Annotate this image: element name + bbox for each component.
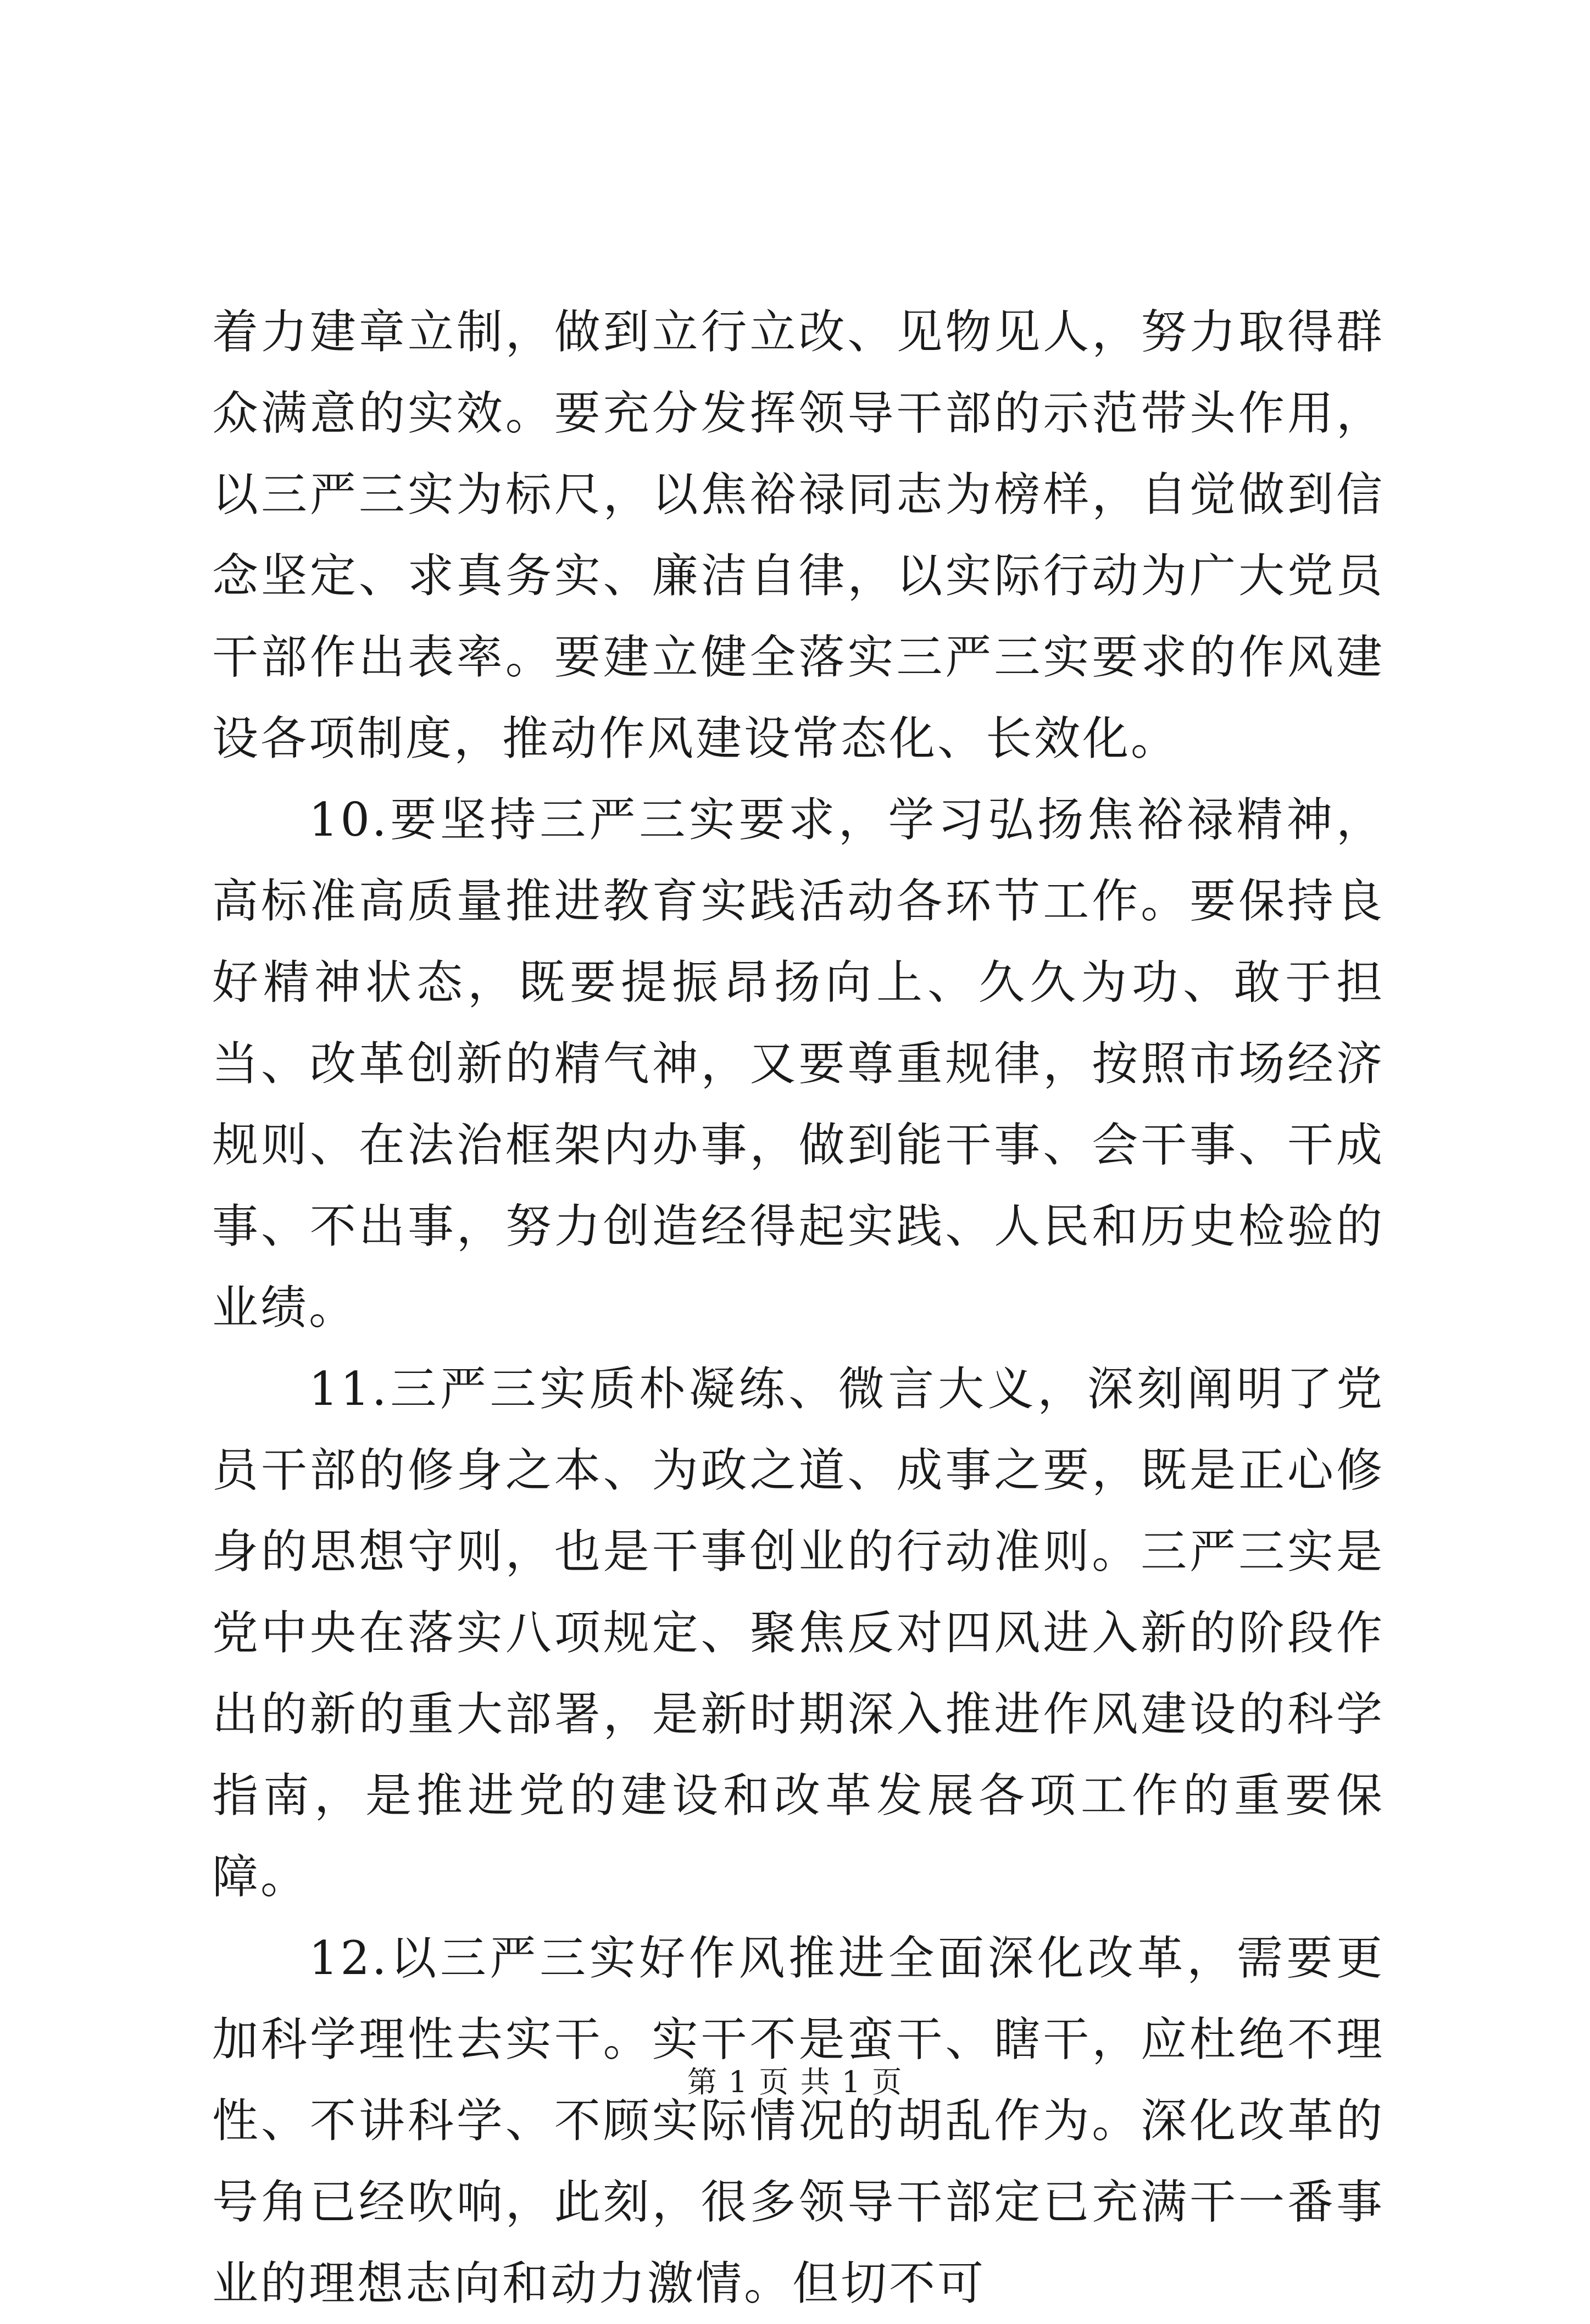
page-footer: 第 1 页 共 1 页 <box>687 2065 903 2099</box>
paragraph-10: 10.要坚持三严三实要求，学习弘扬焦裕禄精神，高标准高质量推进教育实践活动各环节工作。要保持良好精神状态，既要提振昂扬向上、久久为功、敢于担当、改革创新的精气神，又要尊重规律，按照市场经济规则、在法治框架内办事，做到能干事、会干事、干成事、不出事，努力创造经得起实践、人民和历史检验的业绩。 <box>212 793 1385 1335</box>
paragraph-continuation: 着力建章立制，做到立行立改、见物见人，努力取得群众满意的实效。要充分发挥领导干部的示范带头作用，以三严三实为标尺，以焦裕禄同志为榜样，自觉做到信念坚定、求真务实、廉洁自律，以实际行动为广大党员干部作出表率。要建立健全落实三严三实要求的作风建设各项制度，推动作风建设常态化、长效化。 <box>212 305 1385 765</box>
paragraph-12: 12.以三严三实好作风推进全面深化改革，需要更加科学理性去实干。实干不是蛮干、瞎干，应杜绝不理性、不讲科学、不顾实际情况的胡乱作为。深化改革的号角已经吹响，此刻，很多领导干部定已充满干一番事业的理想志向和动力激情。但切不可 <box>212 1931 1385 2310</box>
paragraph-11: 11.三严三实质朴凝练、微言大义，深刻阐明了党员干部的修身之本、为政之道、成事之要，既是正心修身的思想守则，也是干事创业的行动准则。三严三实是党中央在落实八项规定、聚焦反对四风进入新的阶段作出的新的重大部署，是新时期深入推进作风建设的科学指南，是推进党的建设和改革发展各项工作的重要保障。 <box>212 1362 1385 1904</box>
document-body <box>212 291 1385 2324</box>
